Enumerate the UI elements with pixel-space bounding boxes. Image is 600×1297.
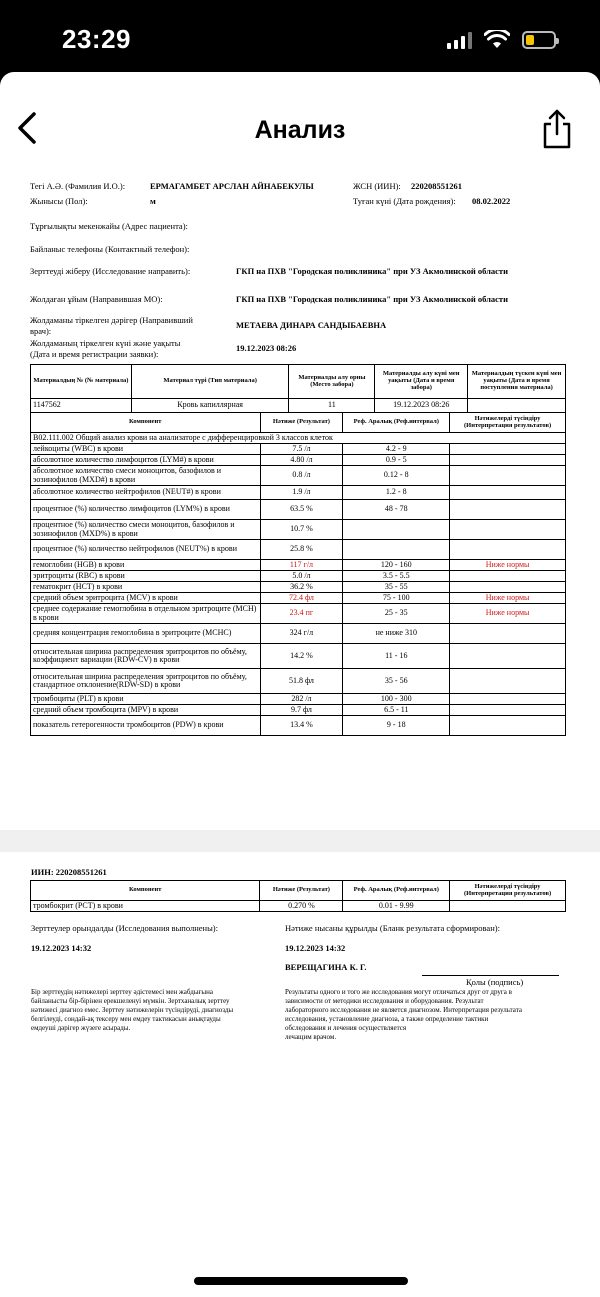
result-ref: 48 - 78 (343, 500, 450, 520)
result-note (450, 466, 566, 486)
result-note (450, 540, 566, 560)
result-note (450, 669, 566, 694)
sex-label: Жынысы (Пол): (30, 196, 88, 206)
page2-iin: ИИН: 220208551261 (31, 867, 107, 877)
page-title: Анализ (254, 116, 346, 144)
status-bar (0, 0, 600, 80)
table-row (31, 571, 566, 582)
result-value: 7.5 /л (260, 444, 343, 455)
wifi-icon (484, 30, 510, 49)
table-row (31, 669, 566, 694)
result-name: процентное (%) количество смеси моноцитов, базофилов и эозинофилов (MXD%) в крови (31, 520, 261, 540)
result-value: 23.4 пг (260, 604, 343, 624)
disclaimer-ru-line: лечащим врачом. (285, 1033, 337, 1041)
result-ref (343, 520, 450, 540)
result-value: 0.270 % (260, 901, 343, 912)
dob-label: Туған күні (Дата рождения): (353, 196, 456, 206)
result-name: абсолютное количество лимфоцитов (LYM#) в крови (31, 455, 261, 466)
formed-label: Нәтиже нысаны құрылды (Бланк результата сформирован): (285, 923, 500, 933)
patient-sex: м (150, 196, 156, 206)
address-label: Тұрғылықты мекенжайы (Адрес пациента): (30, 221, 188, 231)
analysis-sheet (0, 72, 600, 1297)
done-label: Зерттеулер орындалды (Исследования выполнены): (31, 923, 218, 933)
share-icon[interactable] (540, 108, 574, 150)
result-ref: 6.5 - 11 (343, 705, 450, 716)
doctor-value: МЕТАЕВА ДИНАРА САНДЫБАЕВНА (236, 320, 387, 330)
table-row (31, 444, 566, 455)
material-header-cell: Материал түрі (Тип материала) (131, 365, 289, 399)
result-value: 9.7 фл (260, 705, 343, 716)
doctor-label-line-2: врач): (30, 326, 52, 336)
result-name: относительная ширина распределения эритроцитов по объёму, коэффициент вариации (RDW-CV) в крови (31, 644, 261, 669)
signer-name: ВЕРЕЩАГИНА К. Г. (285, 962, 367, 972)
mo-label: Жолдаған ұйым (Направившая МО): (30, 294, 163, 304)
result-note (450, 455, 566, 466)
result-value: 51.8 фл (260, 669, 343, 694)
result-name: тромбоциты (PLT) в крови (31, 694, 261, 705)
table-row (31, 520, 566, 540)
clock: 23:29 (62, 24, 131, 54)
results-header-row (31, 413, 566, 433)
results-group-row (31, 433, 566, 444)
result-name: абсолютное количество нейтрофилов (NEUT#) в крови (31, 486, 261, 500)
table-row (31, 455, 566, 466)
result-ref: 0.12 - 8 (343, 466, 450, 486)
table-row (31, 560, 566, 571)
result-name: относительная ширина распределения эритроцитов по объёму, стандартное отклонение(RDW-SD) в крови (31, 669, 261, 694)
result-name: гематокрит (HCT) в крови (31, 582, 261, 593)
result-ref (343, 540, 450, 560)
result-name: лейкоциты (WBC) в крови (31, 444, 261, 455)
result-ref: 1.2 - 8 (343, 486, 450, 500)
material-cell: Кровь капиллярная (131, 399, 289, 413)
signature-label: Қолы (подпись) (466, 977, 524, 987)
result-ref: 0.9 - 5 (343, 455, 450, 466)
result-value: 63.5 % (260, 500, 343, 520)
nav-bar (0, 72, 600, 172)
result-note (450, 571, 566, 582)
signature-line (422, 975, 559, 976)
result-name: процентное (%) количество лимфоцитов (LYM%) в крови (31, 500, 261, 520)
cellular-signal-icon (447, 31, 472, 49)
mo-value: ГКП на ПХВ "Городская поликлиника" при УЗ Акмолинской области (236, 294, 509, 304)
result-value: 13.4 % (260, 716, 343, 736)
table-row (31, 540, 566, 560)
material-cell: 11 (289, 399, 375, 413)
disclaimer-ru-line: исследования, установление диагноза, а также определение тактики (285, 1015, 489, 1023)
result-value: 36.2 % (260, 582, 343, 593)
sent-label: Зерттеуді жіберу (Исследование направить): (30, 266, 191, 276)
reg-label-line-2: (Дата и время регистрации заявки): (30, 349, 159, 359)
table-row (31, 716, 566, 736)
result-value: 117 г/л (260, 560, 343, 571)
result-note (450, 500, 566, 520)
table-row (31, 644, 566, 669)
sent-value: ГКП на ПХВ "Городская поликлиника" при УЗ Акмолинской области (236, 266, 509, 276)
fio-label: Тегі А.Ә. (Фамилия И.О.): (30, 181, 126, 191)
disclaimer-kz-line: байланысты бір-бірінен ерекшеленуі мүмкін. Зертханалық зерттеу (31, 997, 230, 1005)
result-note (450, 486, 566, 500)
phone-label: Байланыс телефоны (Контактный телефон): (30, 244, 190, 254)
table-row (31, 901, 566, 912)
material-header-row (31, 365, 566, 399)
page-divider (0, 830, 600, 852)
result-value: 0.8 /л (260, 466, 343, 486)
disclaimer-kz-line: емдеуші дәрігер жүзеге асырады. (31, 1024, 131, 1032)
result-document-page-1 (30, 172, 570, 830)
result-ref: не ниже 310 (343, 624, 450, 644)
result-value: 14.2 % (260, 644, 343, 669)
disclaimer-ru-line: лабораторного исследования не является диагнозом. Интерпретация результата (285, 1006, 522, 1014)
table-row (31, 705, 566, 716)
table-row (31, 694, 566, 705)
result-ref: 35 - 55 (343, 582, 450, 593)
result-ref: 4.2 - 9 (343, 444, 450, 455)
reg-value: 19.12.2023 08:26 (236, 343, 297, 353)
result-name: гемоглобин (HGB) в крови (31, 560, 261, 571)
results-header-cell: Нәтиже (Результат) (260, 413, 343, 433)
table-row (31, 593, 566, 604)
result-name: средний объем эритроцита (MCV) в крови (31, 593, 261, 604)
material-header-cell: Материалдың № (№ материала) (31, 365, 132, 399)
home-indicator[interactable] (194, 1277, 408, 1285)
result-ref: 100 - 300 (343, 694, 450, 705)
patient-dob: 08.02.2022 (472, 196, 511, 206)
table-row (31, 582, 566, 593)
material-cell: 19.12.2023 08:26 (375, 399, 468, 413)
result-name: средняя концентрация гемоглобина в эритроците (MCHC) (31, 624, 261, 644)
result-ref: 9 - 18 (343, 716, 450, 736)
table-row (31, 624, 566, 644)
result-name: среднее содержание гемоглобина в отдельном эритроците (MCH) в крови (31, 604, 261, 624)
table-row (31, 500, 566, 520)
material-cell: 1147562 (31, 399, 132, 413)
result-value: 5.0 /л (260, 571, 343, 582)
reg-label-line-1: Жолдаманың тіркелген күні және уақыты (30, 338, 181, 348)
result-note (450, 444, 566, 455)
result-value: 10.7 % (260, 520, 343, 540)
results-header-cell: Компонент (31, 881, 260, 901)
disclaimer-ru-line: обследования и лечения осуществляется (285, 1024, 407, 1032)
result-name: показатель гетерогенности тромбоцитов (PDW) в крови (31, 716, 261, 736)
result-ref: 3.5 - 5.5 (343, 571, 450, 582)
result-ref: 75 - 100 (343, 593, 450, 604)
result-ref: 0.01 - 9.99 (343, 901, 450, 912)
disclaimer-ru-line: зависимости от методики исследования и оборудования. Результат (285, 997, 484, 1005)
battery-icon (522, 31, 556, 49)
result-note (450, 582, 566, 593)
results-header-cell: Нәтижелерді түсіндіру (Интерпретация результатов) (450, 413, 566, 433)
done-value: 19.12.2023 14:32 (31, 943, 92, 953)
result-name: средний объем тромбоцита (MPV) в крови (31, 705, 261, 716)
results-header-cell: Реф. Аралық (Реф.интервал) (343, 413, 450, 433)
result-value: 25.8 % (260, 540, 343, 560)
result-note (450, 694, 566, 705)
table-row (31, 486, 566, 500)
material-row (31, 399, 566, 413)
result-note: Ниже нормы (450, 593, 566, 604)
result-name: абсолютное количество смеси моноцитов, базофилов и эозинофилов (MXD#) в крови (31, 466, 261, 486)
result-ref: 120 - 160 (343, 560, 450, 571)
page2-results-table (30, 880, 566, 912)
table-row (31, 466, 566, 486)
results-header-cell: Нәтиже (Результат) (260, 881, 343, 901)
result-note (450, 644, 566, 669)
patient-name: ЕРМАГАМБЕТ АРСЛАН АЙНАБЕКУЛЫ (150, 181, 314, 191)
disclaimer-kz-line: Бір зерттеудің нәтижелері зерттеу әдістемесі мен жабдығына (31, 988, 213, 996)
result-ref: 11 - 16 (343, 644, 450, 669)
results-header-cell: Нәтижелерді түсіндіру (Интерпретация результатов) (450, 881, 566, 901)
iin-label: ЖСН (ИИН): (353, 181, 401, 191)
disclaimer-kz-line: белгілеуді, сондай-ақ тексеру мен емдеу тактикасын анықтауды (31, 1015, 221, 1023)
material-header-cell: Материалды алу күні мен уақыты (Дата и время забора) (375, 365, 468, 399)
results-header-cell: Компонент (31, 413, 261, 433)
result-value: 4.80 /л (260, 455, 343, 466)
result-note (450, 520, 566, 540)
status-icons (447, 30, 556, 49)
results-group-title: B02.111.002 Общий анализ крови на анализаторе с дифференцировкой 3 классов клеток (31, 433, 566, 444)
result-value: 72.4 фл (260, 593, 343, 604)
result-name: процентное (%) количество нейтрофилов (NEUT%) в крови (31, 540, 261, 560)
material-header-cell: Материалды алу орны (Место забора) (289, 365, 375, 399)
result-note (450, 901, 566, 912)
result-name: эритроциты (RBC) в крови (31, 571, 261, 582)
result-note (450, 716, 566, 736)
material-table (30, 364, 566, 413)
table-row (31, 604, 566, 624)
result-note: Ниже нормы (450, 560, 566, 571)
result-ref: 25 - 35 (343, 604, 450, 624)
result-note (450, 624, 566, 644)
result-name: тромбокрит (PCT) в крови (31, 901, 260, 912)
result-value: 1.9 /л (260, 486, 343, 500)
disclaimer-kz-line: нәтижесі диагноз емес. Зерттеу нәтижелерін түсіндіруді, диагнозды (31, 1006, 234, 1014)
result-value: 324 г/л (260, 624, 343, 644)
result-document-page-2 (30, 867, 570, 1167)
results-table (30, 412, 566, 736)
result-note: Ниже нормы (450, 604, 566, 624)
result-value: 282 /л (260, 694, 343, 705)
disclaimer-ru-line: Результаты одного и того же исследования могут отличаться друг от друга в (285, 988, 512, 996)
formed-value: 19.12.2023 14:32 (285, 943, 346, 953)
results-header-row (31, 881, 566, 901)
doctor-label-line-1: Жолдаманы тіркелген дәрігер (Направивший (30, 315, 193, 325)
result-ref: 35 - 56 (343, 669, 450, 694)
results-header-cell: Реф. Аралық (Реф.интервал) (343, 881, 450, 901)
patient-iin: 220208551261 (411, 181, 462, 191)
result-note (450, 705, 566, 716)
material-header-cell: Материалдың түскен күні мен уақыты (Дата и время поступления материала) (468, 365, 566, 399)
material-cell (468, 399, 566, 413)
